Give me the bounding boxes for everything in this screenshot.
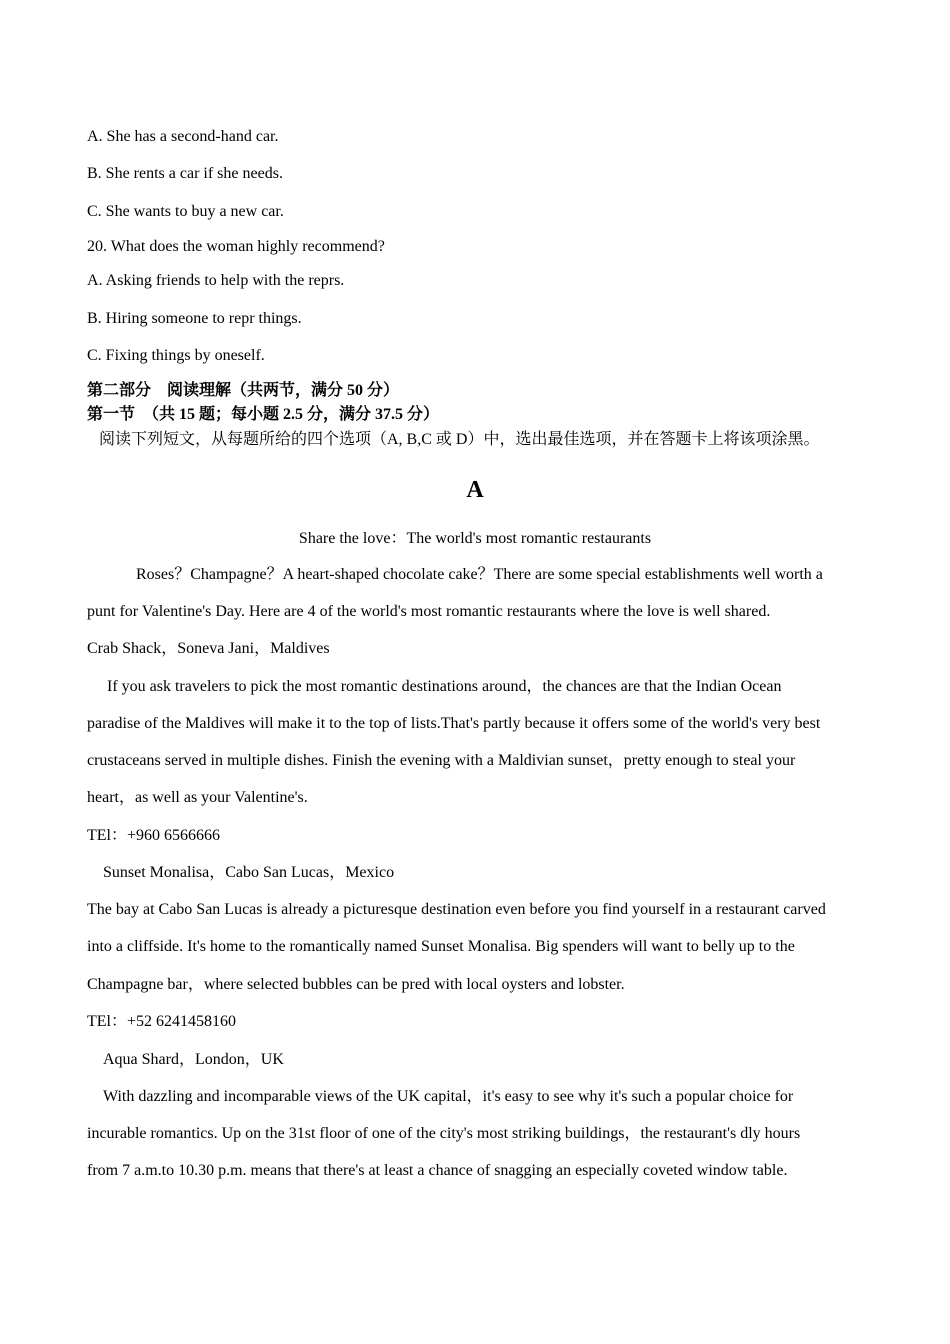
restaurant-3-name: Aqua Shard，London，UK: [103, 1051, 284, 1068]
intro-line-2: punt for Valentine's Day. Here are 4 of the world's most romantic restaurants where the love is well shared.: [87, 603, 771, 620]
restaurant-2-line-3: Champagne bar，where selected bubbles can be pred with local oysters and lobster.: [87, 976, 625, 993]
option-a: A. She has a second-hand car.: [87, 128, 279, 145]
intro-line-1: Roses？Champagne？A heart-shaped chocolate cake？There are some special establishments well worth a: [136, 566, 823, 583]
section1-heading: 第一节 （共 15 题；每小题 2.5 分，满分 37.5 分）: [87, 406, 440, 423]
part2-heading: 第二部分 阅读理解（共两节，满分 50 分）: [87, 382, 400, 399]
option-b: B. She rents a car if she needs.: [87, 165, 283, 182]
q20-option-b: B. Hiring someone to repr things.: [87, 310, 302, 327]
restaurant-1-name: Crab Shack，Soneva Jani，Maldives: [87, 640, 330, 657]
passage-letter: A: [466, 477, 484, 503]
restaurant-3-line-1: With dazzling and incomparable views of the UK capital，it's easy to see why it's such a popular choice for: [103, 1088, 794, 1105]
restaurant-1-tel: TEl：+960 6566666: [87, 827, 221, 844]
instruction: 阅读下列短文，从每题所给的四个选项（A, B,C 或 D）中，选出最佳选项，并在答题卡上将该项涂黑。: [99, 431, 820, 448]
passage-title: Share the love：The world's most romantic restaurants: [298, 530, 652, 547]
restaurant-1-line-3: crustaceans served in multiple dishes. Finish the evening with a Maldivian sunset，pretty enough to steal your: [87, 752, 796, 769]
q20-option-a: A. Asking friends to help with the reprs.: [87, 272, 345, 289]
option-c: C. She wants to buy a new car.: [87, 203, 284, 220]
restaurant-3-line-3: from 7 a.m.to 10.30 p.m. means that there's at least a chance of snagging an especially coveted window table.: [87, 1162, 788, 1179]
restaurant-2-name: Sunset Monalisa，Cabo San Lucas，Mexico: [103, 864, 395, 881]
q20-option-c: C. Fixing things by oneself.: [87, 347, 265, 364]
question-20: 20. What does the woman highly recommend?: [87, 238, 385, 255]
restaurant-2-line-1: The bay at Cabo San Lucas is already a picturesque destination even before you find yourself in a restaurant carved: [87, 901, 826, 918]
restaurant-3-line-2: incurable romantics. Up on the 31st floor of one of the city's most striking buildings，the restaurant's dly hours: [87, 1125, 801, 1142]
restaurant-1-line-1: If you ask travelers to pick the most romantic destinations around，the chances are that the Indian Ocean: [107, 678, 782, 695]
restaurant-2-line-2: into a cliffside. It's home to the romantically named Sunset Monalisa. Big spenders will want to belly up to the: [87, 938, 795, 955]
restaurant-1-line-2: paradise of the Maldives will make it to the top of lists.That's partly because it offers some of the world's very best: [87, 715, 821, 732]
restaurant-2-tel: TEl：+52 6241458160: [87, 1013, 237, 1030]
restaurant-1-line-4: heart，as well as your Valentine's.: [87, 789, 308, 806]
